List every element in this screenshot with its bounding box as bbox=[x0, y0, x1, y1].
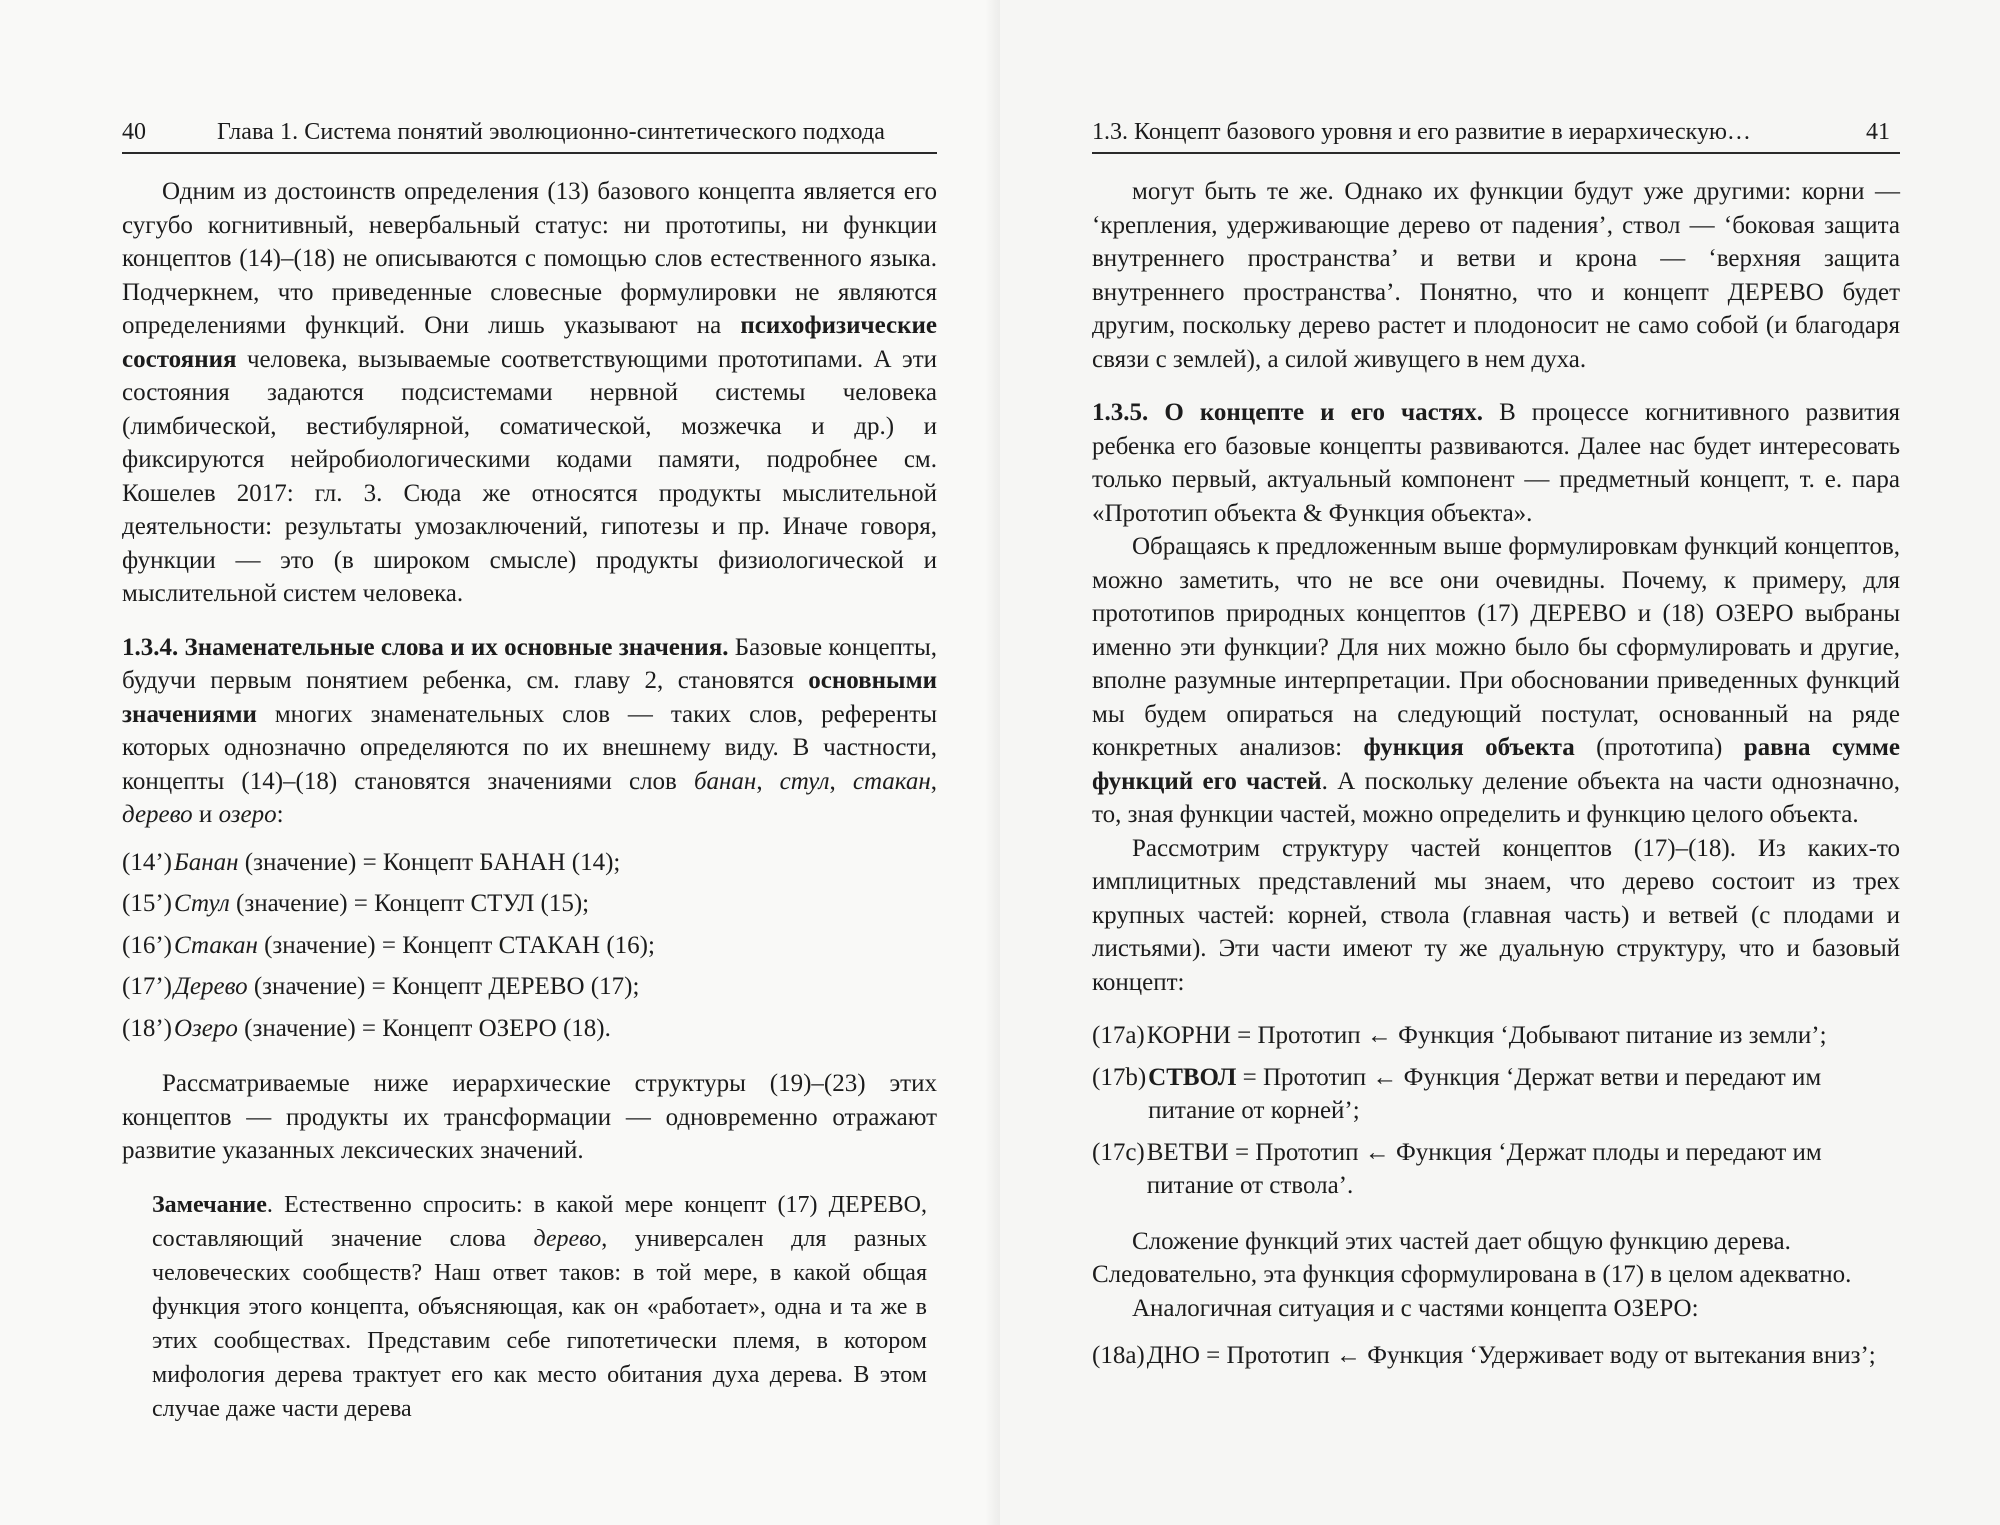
example-text: (значение) = Концепт БАНАН (14); bbox=[244, 848, 621, 876]
italic-word: стул bbox=[779, 767, 830, 795]
example-number: (17a) bbox=[1092, 1022, 1145, 1049]
remark-block bbox=[152, 1188, 927, 1426]
paragraph: Сложение функций этих частей дает общую функцию дерева. bbox=[1132, 1227, 1791, 1255]
example-word: Озеро bbox=[173, 1014, 238, 1042]
bold-term: равна сумме функций его частей bbox=[1092, 734, 1900, 795]
text: Одним из достоинств определения (13) базового концепта является его сугубо когнитивный, невербальный статус: ни прототипы, ни функции концептов (14)–(18) не описываются с помощью слов естественного языка. Подчеркнем, что приведенные словесные формулировки не являются определениями функций. Они лишь указывают на bbox=[122, 178, 937, 339]
italic-word: озеро bbox=[218, 801, 277, 828]
right-page bbox=[1000, 0, 2000, 1525]
text: Базовые концепты, будучи первым понятием ребенка, см. главу 2, становятся bbox=[122, 633, 938, 694]
concept-name: ДНО bbox=[1146, 1342, 1200, 1369]
example-row bbox=[122, 887, 937, 921]
right-page-body bbox=[1092, 175, 1900, 1381]
left-header-title: Глава 1. Система понятий эволюционно-синтетического подхода bbox=[217, 119, 886, 145]
concept-name: ВЕТВИ bbox=[1146, 1138, 1229, 1166]
part-row bbox=[1092, 1136, 1900, 1203]
example-number: (18’) bbox=[122, 1014, 172, 1042]
part-row bbox=[1092, 1019, 1900, 1053]
example-number: (15’) bbox=[122, 890, 172, 917]
paragraph: Рассматриваемые ниже иерархические структуры (19)–(23) этих концептов — продукты их трансформации — одновременно отражают развитие указанных лексических значений. bbox=[122, 1070, 937, 1164]
concept-name: СТВОЛ bbox=[1148, 1063, 1237, 1091]
section-title: 1.3.5. О концепте и его частях. bbox=[1092, 399, 1483, 426]
italic-word: дерево bbox=[533, 1225, 602, 1252]
remark-title: Замечание bbox=[152, 1191, 267, 1218]
example-row bbox=[122, 1012, 937, 1046]
text: (прототипа) bbox=[1596, 734, 1723, 761]
section-1-3-5 bbox=[1092, 396, 1900, 530]
paragraph: Следовательно, эта функция сформулирована в (17) в целом адекватно. bbox=[1092, 1261, 1852, 1288]
left-page-body bbox=[122, 175, 937, 1426]
italic-word: стакан bbox=[852, 767, 931, 795]
example-text: = Прототип ← Функция ‘Держат плоды и передают им питание от ствола’. bbox=[1146, 1138, 1822, 1199]
example-text: (значение) = Концепт ОЗЕРО (18). bbox=[244, 1014, 611, 1042]
example-text: (значение) = Концепт СТАКАН (16); bbox=[264, 931, 655, 959]
text: . А поскольку деление объекта на части однозначно, то, зная функции частей, можно определить и функцию целого объекта. bbox=[1092, 767, 1901, 828]
paragraph bbox=[1092, 530, 1900, 832]
example-number: (17b) bbox=[1092, 1063, 1147, 1091]
bold-term: функция объекта bbox=[1363, 734, 1575, 761]
paragraph: Рассмотрим структуру частей концептов (17)–(18). Из каких-то имплицитных представлений мы знаем, что дерево состоит из трех крупных частей: корней, ствола (главная часть) и ветвей (с плодами и листьями). Эти части имеют ту же дуальную структуру, что и базовый концепт: bbox=[1092, 834, 1900, 996]
text: многих знаменательных слов — таких слов, референты которых однозначно определяются по их внешнему виду. В частности, концепты (14)–(18) становятся значениями слов bbox=[122, 700, 938, 795]
example-row bbox=[122, 970, 937, 1004]
right-header-title: 1.3. Концепт базового уровня и его развитие в иерархическую… bbox=[1092, 119, 1751, 145]
example-row bbox=[122, 846, 937, 880]
left-running-header bbox=[122, 112, 937, 154]
text: , универсален для разных человеческих сообществ? Наш ответ таков: в той мере, в какой общая функция этого концепта, объясняющая, как он «работает», одна и та же в этих сообществах. Представим себе гипотетически племя, в котором мифология дерева трактует его как место обитания духа дерева. В этом случае даже части дерева bbox=[152, 1225, 928, 1422]
text: человека, вызываемые соответствующими прототипами. А эти состояния задаются подсистемами нервной системы человека (лимбической, вестибулярной, соматической, мозжечка и др.) и фиксируются нейробиологическими кодами памяти, подробнее см. Кошелев 2017: гл. 3. Сюда же относятся продукты мыслительной деятельности: результаты умозаключений, гипотезы и пр. Иначе говоря, функции — это (в широком смысле) продукты физиологической и мыслительной систем человека. bbox=[122, 345, 938, 607]
example-number: (14’) bbox=[122, 848, 172, 876]
example-number: (18a) bbox=[1092, 1342, 1145, 1369]
paragraph bbox=[122, 175, 937, 611]
example-word: Стул bbox=[173, 890, 230, 917]
section-1-3-4: 1.3.4. Знаменательные слова и их основные значения. Базовые концепты, будучи первым понятием ребенка, см. главу 2, становятся основными значениями многих знаменательных слов — таких слов, референты которых однозначно определяются по их внешнему виду. В частности, концепты (14)–(18) становятся значениями слов банан, стул, стакан, дерево и озеро: bbox=[122, 633, 938, 828]
text: . Естественно спросить: в какой мере концепт (17) ДЕРЕВО, составляющий значение слова bbox=[152, 1191, 927, 1252]
examples-list bbox=[122, 846, 937, 1046]
example-word: Дерево bbox=[173, 973, 248, 1000]
right-page-number: 41 bbox=[1866, 119, 1890, 145]
right-running-header bbox=[1092, 112, 1900, 154]
bold-term: психофизические состояния bbox=[122, 312, 937, 373]
bold-term: основными значениями bbox=[122, 667, 938, 728]
section-title: 1.3.4. Знаменательные слова и их основные значения. bbox=[122, 633, 729, 661]
text: Обращаясь к предложенным выше формулировкам функций концептов, можно заметить, что не все они очевидны. Почему, к примеру, для прототипов природных концептов (17) ДЕРЕВО и (18) ОЗЕРО выбраны именно эти функции? Для них можно было бы сформулировать и другие, вполне разумные интерпретации. При обосновании приведенных функций мы будем опираться на следующий постулат, основанный на ряде конкретных анализов: bbox=[1092, 533, 1900, 761]
italic-word: банан bbox=[693, 767, 757, 795]
example-number: (16’) bbox=[122, 931, 172, 959]
paragraph: Аналогичная ситуация и с частями концепта ОЗЕРО: bbox=[1132, 1294, 1699, 1322]
text: В процессе когнитивного развития ребенка его базовые концепты развиваются. Далее нас будет интересовать только первый, актуальный компонент — предметный концепт, т. е. пара «Прототип объекта & Функция объекта». bbox=[1092, 399, 1900, 527]
example-text: = Прототип ← Функция ‘Добывают питание из земли’; bbox=[1237, 1022, 1827, 1049]
italic-word: дерево bbox=[122, 801, 193, 828]
example-number: (17’) bbox=[122, 973, 172, 1000]
example-18a bbox=[1092, 1339, 1900, 1373]
example-text: = Прототип ← Функция ‘Удерживает воду от вытекания вниз’; bbox=[1206, 1342, 1876, 1369]
example-row bbox=[122, 929, 937, 963]
example-number: (17c) bbox=[1092, 1138, 1145, 1166]
concept-name: КОРНИ bbox=[1146, 1022, 1231, 1049]
example-word: Банан bbox=[173, 848, 239, 876]
example-text: (значение) = Концепт ДЕРЕВО (17); bbox=[253, 973, 640, 1000]
paragraph: могут быть те же. Однако их функции будут уже другими: корни — ‘крепления, удерживающие дерево от падения’, ствол — ‘боковая защита внутреннего пространства’ и ветви и крона — ‘верхняя защита внутреннего пространства’. Понятно, что и концепт ДЕРЕВО будет другим, поскольку дерево растет и плодоносит не само собой (и благодаря связи с землей), а силой живущего в нем духа. bbox=[1092, 178, 1900, 373]
example-text: = Прототип ← Функция ‘Держат ветви и передают им питание от корней’; bbox=[1148, 1063, 1822, 1124]
parts-list bbox=[1092, 1019, 1900, 1203]
left-page-number: 40 bbox=[122, 119, 146, 145]
example-word: Стакан bbox=[173, 931, 258, 959]
part-row bbox=[1092, 1061, 1900, 1128]
example-text: (значение) = Концепт СТУЛ (15); bbox=[236, 890, 590, 917]
